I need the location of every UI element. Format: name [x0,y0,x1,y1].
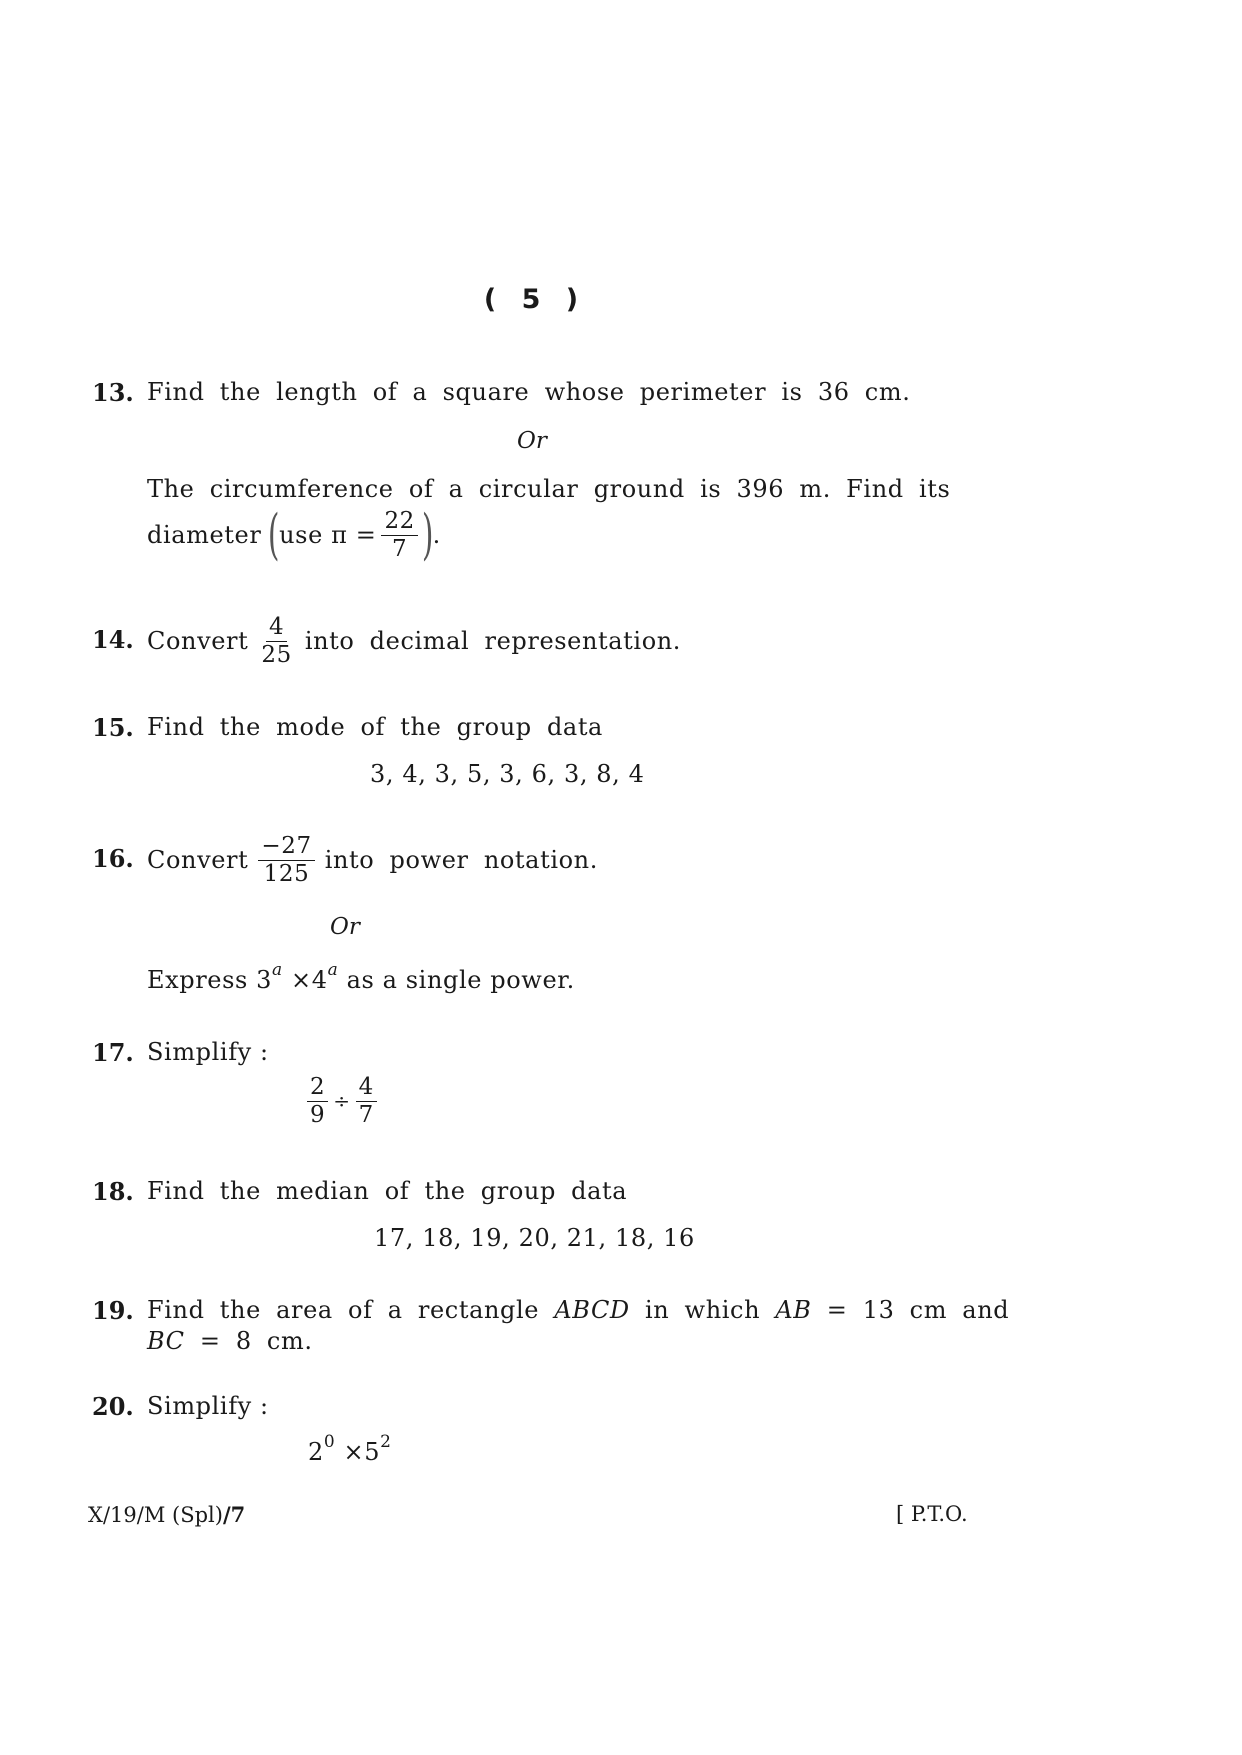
q19-side-ab: AB [775,1296,812,1324]
question-16-or: Or [330,914,360,940]
times-four: ×4 [282,966,328,994]
question-17-text: Simplify : [147,1038,269,1066]
question-13-or: Or [517,428,547,454]
question-18-data: 17, 18, 19, 20, 21, 18, 16 [374,1224,695,1252]
question-17-expression [302,1066,382,1136]
divide-sign: ÷ [333,1089,351,1113]
exponent-a-2: a [327,960,339,980]
question-14-text [147,608,681,674]
q17-fraction-b [356,1075,377,1128]
question-16-text [147,826,598,894]
q16-fraction-denominator: 125 [263,860,310,887]
base-two: 2 [308,1438,324,1466]
question-13-alt-line2 [147,500,441,570]
pi-fraction [381,509,417,562]
q14-fraction-denominator: 25 [261,641,292,668]
footer-code-bold: /7 [222,1502,246,1527]
question-19-number: 19. [92,1296,134,1325]
question-18-text: Find the median of the group data [147,1177,628,1205]
q16-suffix: into power notation. [324,846,598,874]
question-18-number: 18. [92,1177,134,1206]
use-label: use [279,521,323,549]
question-15-text: Find the mode of the group data [147,713,603,741]
q19-rect-name: ABCD [554,1296,630,1324]
footer-code-text: X/19/M (Spl) [88,1503,223,1527]
express-label: Express 3 [147,966,273,994]
question-15-data: 3, 4, 3, 5, 3, 6, 3, 8, 4 [370,760,645,788]
question-17-number: 17. [92,1038,134,1067]
question-13-number: 13. [92,378,134,407]
question-19-line1 [147,1296,1009,1324]
exponent-two: 2 [380,1432,392,1452]
q14-fraction [258,615,294,668]
exponent-a-1: a [272,960,283,980]
q17-fraction-b-denominator: 7 [358,1101,374,1128]
question-20-expression [308,1432,392,1466]
q17-fraction-b-numerator: 4 [356,1075,377,1102]
diameter-label: diameter [147,521,262,549]
q14-fraction-numerator: 4 [266,615,287,642]
convert-label: Convert [147,846,249,874]
pi-label: π = [331,521,377,549]
q19-text-2: in which [629,1296,776,1324]
question-19-line2 [147,1327,313,1355]
question-20-text: Simplify : [147,1392,269,1420]
q19-text-3: = 13 cm and [811,1296,1010,1324]
right-paren: ) [421,503,434,566]
q17-fraction-a-denominator: 9 [310,1101,326,1128]
footer-code [88,1502,245,1527]
question-13-alt-line1: The circumference of a circular ground is 396 m. Find its [147,475,951,503]
question-15-number: 15. [92,713,134,742]
question-20-number: 20. [92,1392,134,1421]
q14-suffix: into decimal representation. [304,627,682,655]
question-13-text: Find the length of a square whose perimeter is 36 cm. [147,378,911,406]
single-power-label: as a single power. [338,966,575,994]
q19-text-4: = 8 cm. [184,1327,313,1355]
left-paren: ( [268,503,281,566]
period: . [432,521,441,549]
pi-fraction-denominator: 7 [392,535,408,562]
pi-fraction-numerator: 22 [381,509,417,536]
exponent-zero: 0 [323,1432,336,1452]
page-number: ( 5 ) [483,284,587,315]
question-16-alt [147,960,575,994]
times-five: ×5 [335,1438,381,1466]
q19-text-1: Find the area of a rectangle [147,1296,555,1324]
q16-fraction-numerator: −27 [258,834,314,861]
q19-side-bc: BC [147,1327,185,1355]
q16-fraction [258,834,314,887]
q17-fraction-a [307,1075,328,1128]
q17-fraction-a-numerator: 2 [307,1075,328,1102]
footer-pto: [ P.T.O. [896,1502,968,1526]
question-14-number: 14. [92,625,134,654]
question-16-number: 16. [92,844,134,873]
convert-label: Convert [147,627,249,655]
